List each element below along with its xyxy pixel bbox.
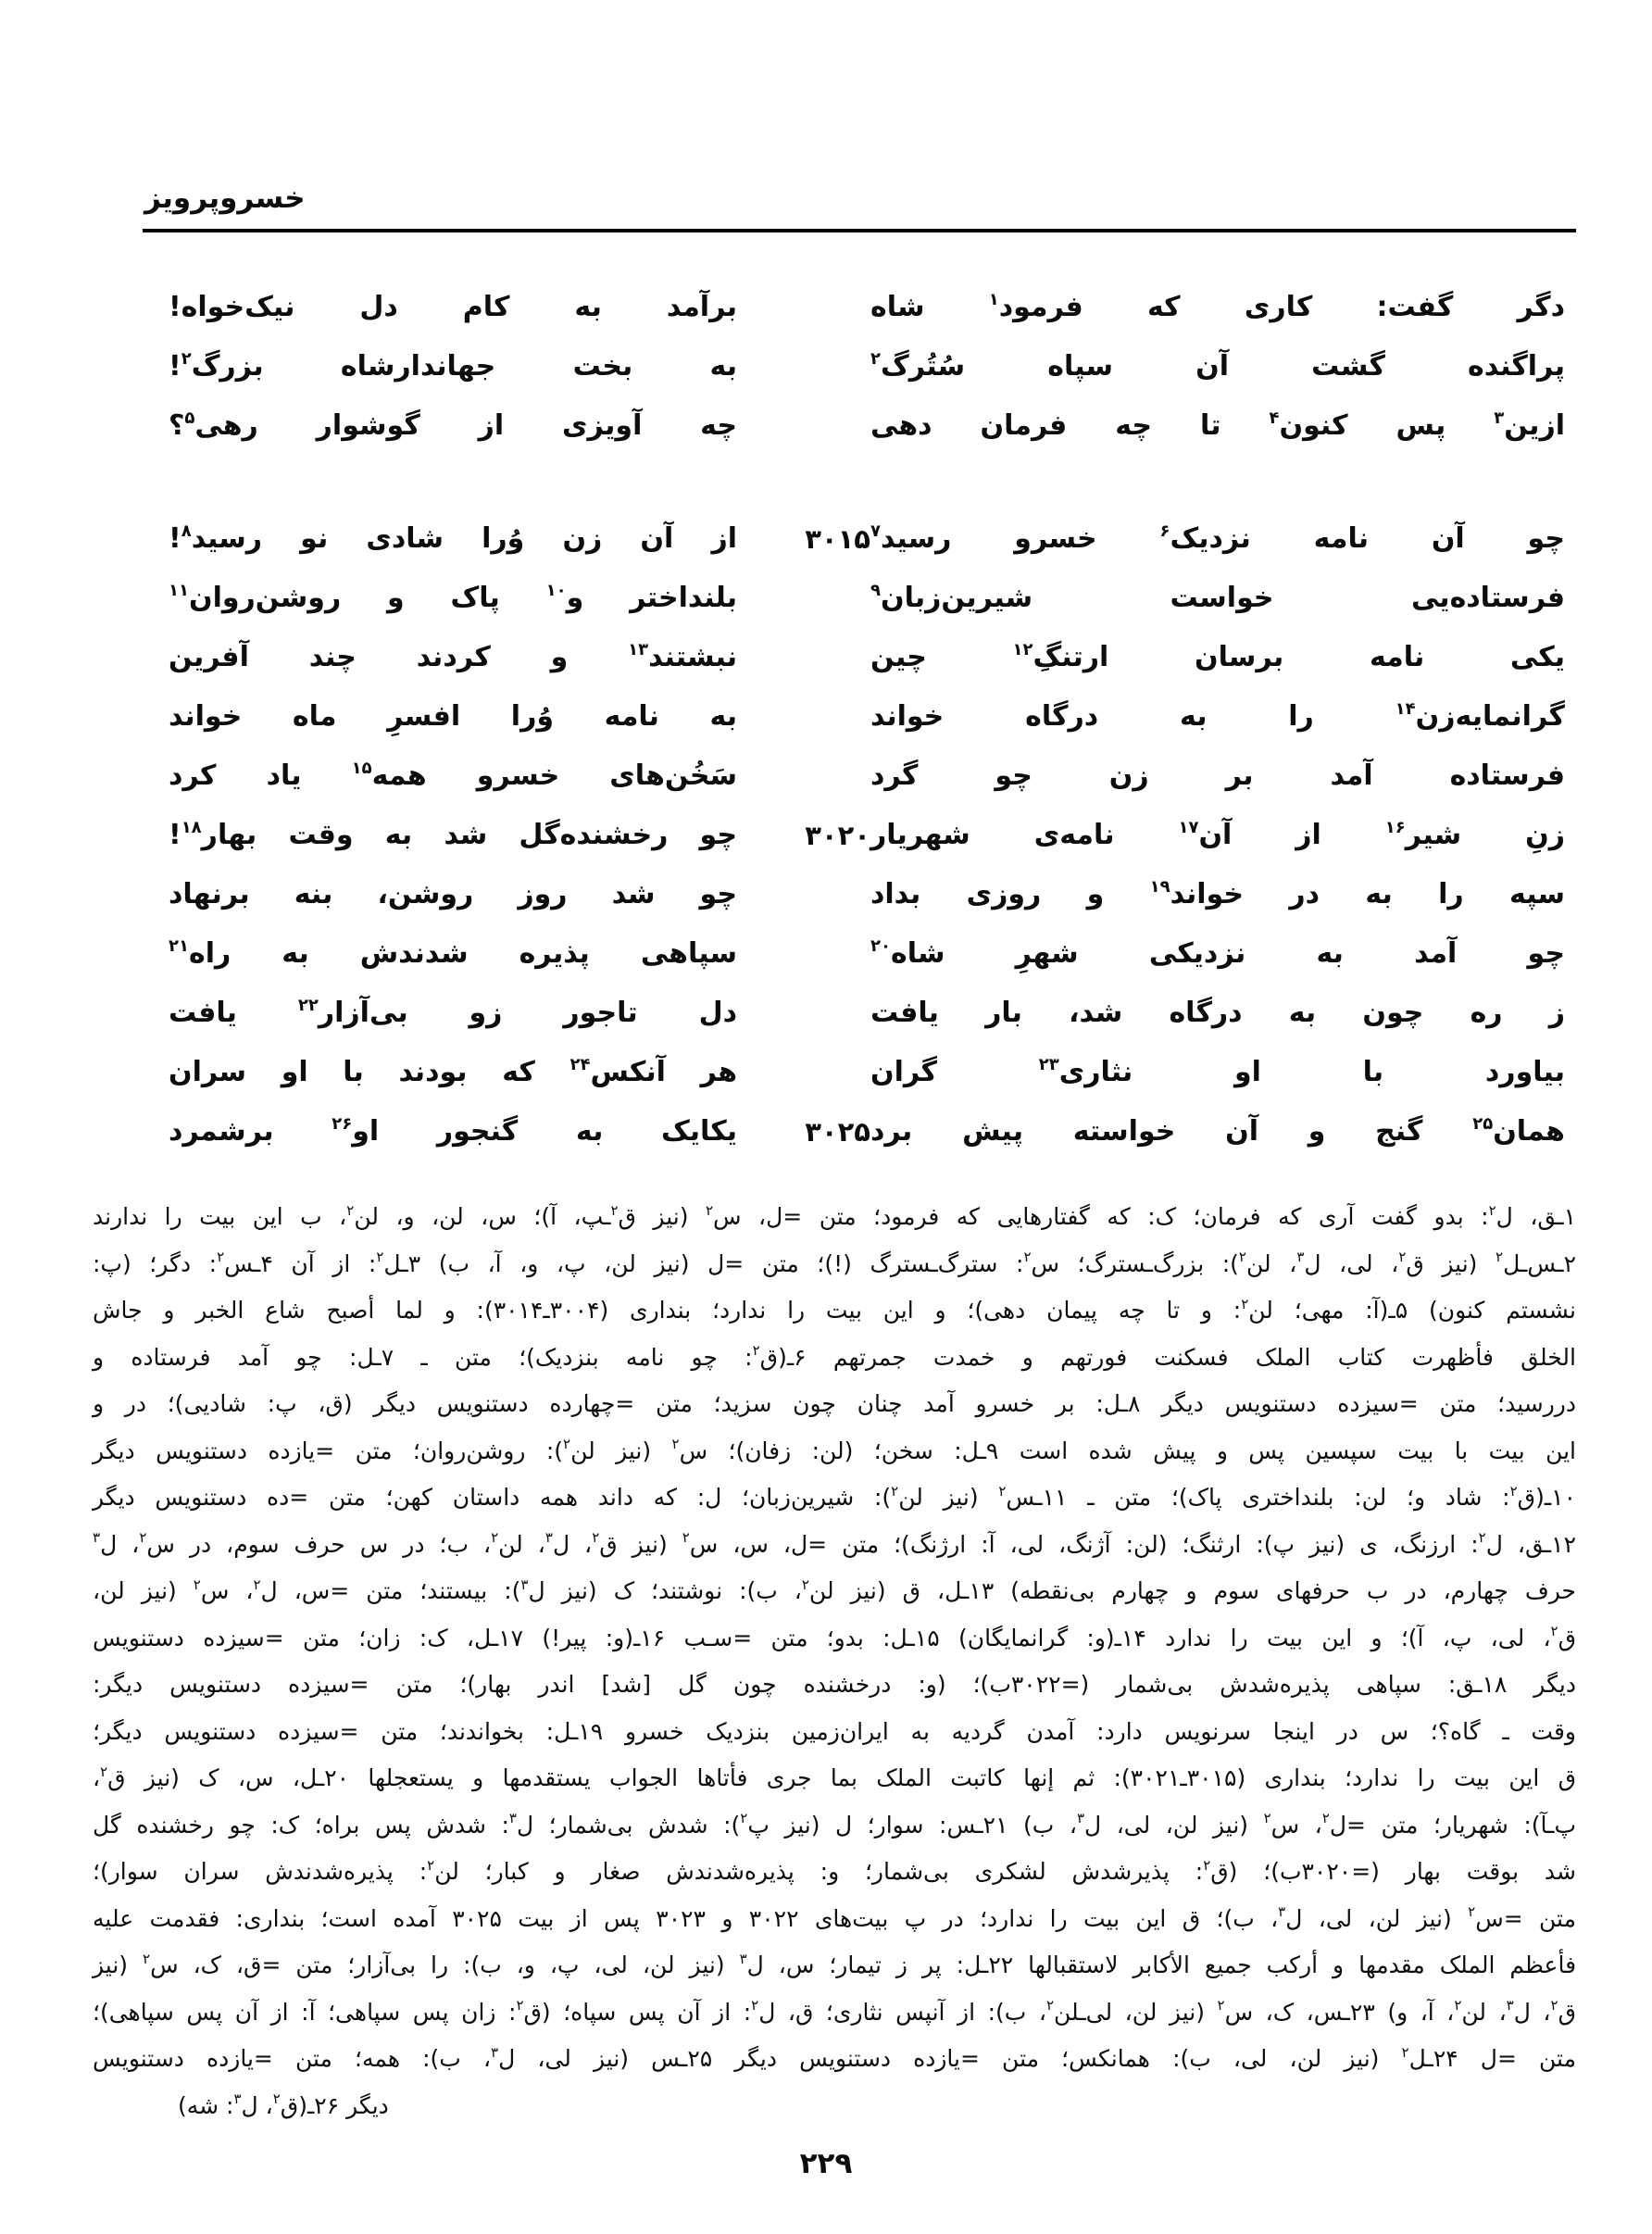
hemistich-second: چو رخشنده‌گل شد به وقت بهار$^{۱۸}$!	[169, 818, 737, 851]
couplet-row	[169, 1102, 1565, 1161]
hemistich-second: چه آویزی از گوشوار رهی$^۵$؟	[169, 408, 737, 442]
hemistich-second: دل تاجور زو بی‌آزار$^{۲۲}$ یافت	[169, 996, 737, 1029]
footnote-line: ۱۰ـ(ق$^۲$: شاد و؛ لن: بلنداختری پاک)؛ متن ـ ۱۱ـس$^۲$ (نیز لن$^۲$): شیرین‌زبان؛ ل: که داند همه داستان کهن؛ متن =ده دستنویس دیگر	[93, 1482, 1577, 1511]
hemistich-second: بلنداختر و$^{۱۰}$ پاک و روشن‌روان$^{۱۱}$	[169, 581, 737, 614]
verse-number: ۳۰۲۵	[805, 1116, 870, 1148]
footnote-line: ق$^۲$، ل$^۳$، لن$^۲$، آ، و) ۲۳ـس، ک، س$^۲$ (نیز لن، لی‌ـلن$^۲$، ب): از آنپس نثاری؛ ق، ل$^۲$: از آن پس سپاه؛ (ق$^۲$: زان پس سپاهی؛ آ: از آن پس سپاهی)؛	[93, 1997, 1576, 2026]
couplet-row	[169, 687, 1565, 747]
hemistich-first: فرستاده آمد بر زن چو گرد	[870, 759, 1565, 792]
hemistich-first: دگر گفت: کاری که فرمود$^۱$ شاه	[870, 290, 1565, 323]
footnote-line: دررسید؛ متن =سیزده دستنویس دیگر ۸ـل: بر خسرو آمد چنان چون سزید؛ متن =چهارده دستنویس دیگر (ق، پ: شادیی)؛ در و	[93, 1390, 1576, 1417]
couplet-row	[169, 924, 1565, 984]
footnote-line: پ‌ـآ): شهریار؛ متن =ل$^۲$، س$^۲$ (نیز لن، لی، ل$^۳$، ب) ۲۱ـس: سوار؛ ل (نیز پ$^۲$): شدش بی‌شمار؛ ل$^۳$: شدش پس براه؛ ک: چو رخشنده گل	[93, 1810, 1576, 1839]
hemistich-first: زنِ شیر$^{۱۶}$ از آن$^{۱۷}$ نامه‌ی شهریار	[870, 818, 1565, 851]
hemistich-second: برآمد به کام دل نیک‌خواه!	[169, 291, 737, 323]
couplet-row	[169, 278, 1565, 337]
footnote-line: ق این بیت را ندارد؛ بنداری (۳۰۱۵ـ۳۰۲۱): ثم إنها کاتبت الملک بما جری فأتاها الجواب یستقدمها و یستعجلها ۲۰ـل، س، ک (نیز ق$^۲$،	[93, 1763, 1576, 1791]
verse-number: ۳۰۱۵	[805, 523, 870, 555]
header-rule	[143, 229, 1576, 232]
hemistich-first: ز ره چون به درگاه شد، بار یافت	[870, 997, 1565, 1029]
hemistich-second: چو شد روز روشن، بنه برنهاد	[169, 878, 737, 910]
couplet-row	[169, 984, 1565, 1043]
footnote-line: این بیت با بیت سپسین پس و پیش شده است ۹ـل: سخن؛ (لن: زفان)؛ س$^۲$ (نیز لن$^۲$): روشن‌روان؛ متن =یازده دستنویس دیگر	[93, 1436, 1577, 1464]
footnote-line: وقت ـ گاه؟؛ س در اینجا سرنویس دارد: آمدن گردیه به ایران‌زمین بنزدیک خسرو ۱۹ـل: بخواندند؛ متن =سیزده دستنویس دیگر؛	[93, 1717, 1576, 1745]
page-number: ۲۲۹	[799, 2147, 853, 2180]
hemistich-first: بیاورد با او نثاری$^{۲۳}$ گران	[870, 1055, 1565, 1088]
hemistich-first: چو آمد به نزدیکی شهرِ شاه$^{۲۰}$	[870, 936, 1565, 970]
footnote-line: نشستم کنون) ۵ـ(آ: مهی؛ لن$^۲$: و تا چه پیمان دهی)؛ و این بیت را ندارد؛ بنداری (۳۰۰۴ـ۳۰۱۴): و لما أصبح شاع الخبر و جاش	[93, 1295, 1577, 1324]
hemistich-second: به نامه وُرا افسرِ ماه خواند	[169, 700, 737, 733]
poem	[169, 278, 1565, 1161]
hemistich-first: سپه را به در خواند$^{۱۹}$ و روزی بداد	[870, 877, 1566, 910]
footnote-line: دیگر ۲۶ـ(ق$^۲$، ل$^۳$: شه)	[178, 2090, 389, 2119]
verse-number: ۳۰۲۰	[805, 820, 870, 851]
hemistich-second: هر آنکس$^{۲۴}$ که بودند با او سران	[169, 1055, 738, 1088]
hemistich-first: گرانمایه‌زن$^{۱۴}$ را به درگاه خواند	[870, 699, 1565, 733]
footnotes	[93, 1194, 1576, 2129]
footnote-line: فأعظم الملک مقدمها و أرکب جمیع الأکابر لاستقبالها ۲۲ـل: پر ز تیمار؛ س، ل$^۳$ (نیز لن، لی، پ، و، ب): را بی‌آزار؛ متن =ق، ک، س$^۲$ (نیز	[93, 1950, 1577, 1978]
hemistich-first: یکی نامه برسان ارتنگِ$^{۱۲}$ چین	[870, 640, 1565, 673]
hemistich-first: فرستاده‌یی خواست شیرین‌زبان$^۹$	[870, 581, 1565, 614]
hemistich-second: سَخُن‌های خسرو همه$^{۱۵}$ یاد کرد	[169, 759, 737, 792]
hemistich-first: همان$^{۲۵}$ گنج و آن خواسته پیش برد	[870, 1114, 1565, 1148]
couplet-row	[169, 747, 1565, 806]
hemistich-second: از آن زن وُرا شادی نو رسید$^۸$!	[169, 521, 737, 555]
footnote-line: شد بوقت بهار (=۳۰۲۰ب)؛ (ق$^۲$: پذیرشدش لشکری بی‌شمار؛ و: پذیره‌شدندش صغار و کبار؛ لن$^۲$: پذیره‌شدندش سران سوار)؛	[93, 1856, 1576, 1885]
hemistich-second: سپاهی پذیره شدندش به راه$^{۲۱}$	[169, 936, 737, 970]
couplet-row	[169, 865, 1565, 924]
couplet-row	[169, 509, 1565, 569]
couplet-row	[169, 628, 1565, 687]
hemistich-first: چو آن نامه نزدیک$^۶$ خسرو رسید$^۷$	[870, 521, 1565, 555]
footnote-line: ۲ـس‌ـل$^۲$ (نیز ق$^۲$، لی، ل$^۳$، لن$^۲$): بزرگ‌ـسترگ؛ س$^۲$: سترگ‌ـسترگ (!)؛ متن =ل (نیز لن، پ، و، آ، ب) ۳ـل$^۲$: از آن ۴ـس$^۲$: دگر؛ (پ:	[93, 1249, 1576, 1277]
hemistich-first: پراگنده گشت آن سپاه سُتُرگ$^۲$	[870, 349, 1565, 383]
couplet-row	[169, 1043, 1565, 1102]
footnote-line: الخلق فأظهرت کتاب الملک فسکنت فورتهم و خمدت جمرتهم ۶ـ(ق$^۲$: چو نامه بنزدیک)؛ متن ـ ۷ـل: چو آمد فرستاده و	[93, 1342, 1576, 1371]
hemistich-second: یکایک به گنجور او$^{۲۶}$ برشمرد	[169, 1114, 737, 1148]
footnote-line: حرف چهارم، در ب حرفهای سوم و چهارم بی‌نقطه) ۱۳ـل، ق (نیز لن$^۲$، ب): نوشتند؛ ک (نیز ل$^۳$): بیستند؛ متن =س، ل$^۲$، س$^۲$ (نیز لن،	[93, 1575, 1577, 1604]
couplet-row	[169, 806, 1565, 865]
footnote-line: ق$^۲$، لی، پ، آ)؛ و این بیت را ندارد ۱۴ـ(و: گرانمایگان) ۱۵ـل: بدو؛ متن =سـب ۱۶ـ(و: پیر!) ۱۷ـل، ک: زان؛ متن =سیزده دستنویس	[93, 1623, 1577, 1651]
hemistich-first: ازین$^۳$ پس کنون$^۴$ تا چه فرمان دهی	[870, 408, 1566, 442]
couplet-row	[169, 569, 1565, 628]
page-header-title: خسروپرویز	[144, 182, 306, 215]
couplet-row	[169, 337, 1565, 396]
footnote-line: ۱۲ـق، ل$^۲$: ارزنگ، ی (نیز پ): ارثنگ؛ (لن: آژنگ، لی، آ: ارژنگ)؛ متن =ل، س، س$^۲$ (نیز ق$^۲$، ل$^۳$، لن$^۲$، ب؛ در س حرف سوم، در س$^۲$، ل$^۳$	[93, 1529, 1576, 1558]
footnote-line: ۱ـق، ل$^۲$: بدو گفت آری که فرمان؛ ک: که گفتارهایی که فرمود؛ متن =ل، س$^۲$ (نیز ق$^۲$ـپ، آ)؛ س، لن، و، لن$^۲$، ب این بیت را ندارند	[93, 1201, 1577, 1230]
footnote-line: دیگر ۱۸ـق: سپاهی پذیره‌شدش بی‌شمار (=۳۰۲۲ب)؛ (و: درخشنده چون گل [شد] اندر بهار)؛ متن =سیزده دستنویس دیگر:	[93, 1671, 1576, 1698]
hemistich-second: نبشتند$^{۱۳}$ و کردند چند آفرین	[169, 640, 737, 673]
footnote-line: متن =س$^۲$ (نیز لن، لی، ل$^۳$، ب)؛ ق این بیت را ندارد؛ در پ بیت‌های ۳۰۲۲ و ۳۰۲۳ پس از بیت ۳۰۲۵ آمده است؛ بنداری: فقدمت علیه	[93, 1903, 1576, 1932]
footnote-line: متن =ل ۲۴ـل$^۲$ (نیز لن، لی، ب): همانکس؛ متن =یازده دستنویس دیگر ۲۵ـس (نیز لی، ل$^۳$، ب): همه؛ متن =یازده دستنویس	[93, 2043, 1576, 2072]
hemistich-second: به بخت جهاندارشاه بزرگ$^۲$!	[169, 349, 737, 383]
couplet-row	[169, 396, 1565, 456]
